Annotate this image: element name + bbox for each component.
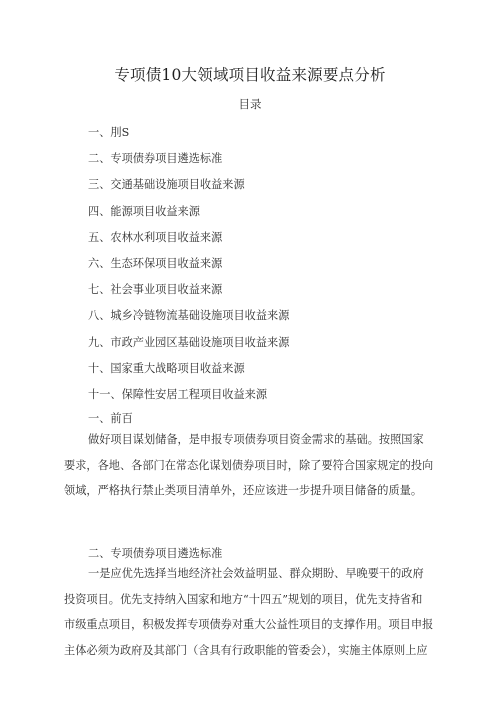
toc-item[interactable]: 六、生态环保项目收益来源 [88, 256, 223, 270]
toc-item[interactable]: 二、专项债券项目遴选标准 [88, 152, 223, 166]
toc-item[interactable]: 十、国家重大战略项目收益来源 [88, 361, 245, 375]
paragraph-line: 做好项目谋划储备，是申报专项债券项目资金需求的基础。按照国家 [88, 433, 424, 446]
toc-item[interactable]: 九、市政产业园区基础设施项目收益来源 [88, 335, 290, 349]
paragraph-line: 一是应优先选择当地经济社会效益明显、群众期盼、早晚要干的政府 [88, 567, 424, 580]
section-heading-selection-criteria: 二、专项债券项目遴选标准 [88, 547, 223, 560]
toc-item[interactable]: 四、能源项目收益来源 [88, 204, 200, 218]
table-of-contents [88, 120, 428, 408]
paragraph-line: 要求，各地、各部门在常态化谋划债券项目时，除了要符合国家规定的投向 [64, 458, 434, 472]
toc-heading: 目录 [238, 97, 262, 111]
section-heading-foreword: 一、前百 [88, 412, 133, 425]
selection-criteria-paragraph [64, 561, 434, 663]
paragraph-line: 主体必须为政府及其部门（含具有行政职能的管委会），实施主体原则上应 [64, 643, 428, 657]
foreword-paragraph [64, 427, 434, 504]
document-title: 专项债10大领域项目收益来源要点分析 [114, 66, 386, 84]
toc-item[interactable]: 三、交通基础设施项目收益来源 [88, 178, 245, 192]
toc-item[interactable]: 一、刖S [88, 126, 130, 139]
toc-item[interactable]: 五、农林水利项目收益来源 [88, 230, 223, 244]
toc-item[interactable]: 七、社会事业项目收益来源 [88, 283, 223, 297]
paragraph-line: 投资项目。优先支持纳入国家和地方“十四五”规划的项目，优先支持省和 [64, 592, 423, 606]
paragraph-line: 领域，严格执行禁止类项目清单外，还应该进一步提升项目储备的质量。 [64, 484, 423, 498]
paragraph-line: 市级重点项目，积极发挥专项债券对重大公益性项目的支撑作用。项目申报 [64, 618, 434, 632]
toc-item[interactable]: 八、城乡冷链物流基础设施项目收益来源 [88, 309, 290, 323]
toc-item[interactable]: 十一、保障性安居工程项目收益来源 [88, 387, 268, 401]
